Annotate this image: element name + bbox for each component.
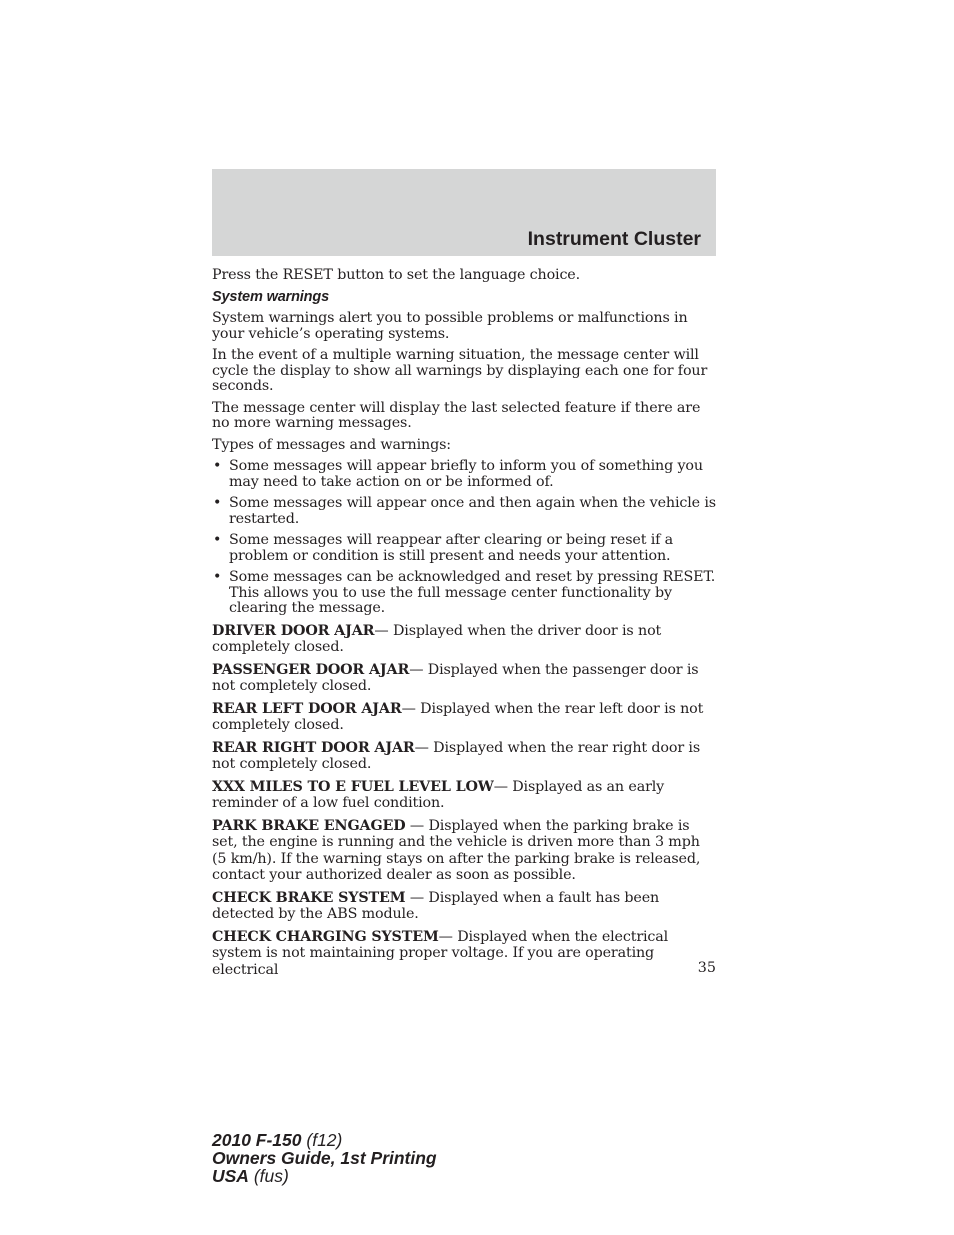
paragraph: System warnings alert you to possible problems or malfunctions in your vehicle’s operating systems. xyxy=(212,310,688,342)
message-entry xyxy=(212,779,717,812)
message-term: CHECK CHARGING SYSTEM xyxy=(212,928,439,945)
bullet-item: • Some messages will appear once and then again when the vehicle is restarted. xyxy=(213,495,716,527)
bullet-icon: • xyxy=(213,495,222,511)
message-term: REAR LEFT DOOR AJAR xyxy=(212,700,402,717)
message-entry xyxy=(212,701,717,734)
section-title: Instrument Cluster xyxy=(527,228,701,250)
footer-market-code: (fus) xyxy=(248,1166,289,1186)
message-term: REAR RIGHT DOOR AJAR xyxy=(212,739,415,756)
message-description: — Displayed when the electrical system is not maintaining proper voltage. If you are operating electrical xyxy=(212,928,669,978)
message-entry xyxy=(212,818,717,884)
message-entry xyxy=(212,890,717,923)
paragraph: In the event of a multiple warning situation, the message center will cycle the display to show all warnings by displaying each one for four seconds. xyxy=(212,347,708,394)
message-description: — Displayed when a fault has been detected by the ABS module. xyxy=(212,889,660,922)
message-description: — Displayed when the rear left door is not completely closed. xyxy=(212,700,704,733)
message-term: PARK BRAKE ENGAGED xyxy=(212,817,406,834)
message-entry xyxy=(212,662,717,695)
message-term: DRIVER DOOR AJAR xyxy=(212,622,375,639)
bullet-item: • Some messages will reappear after clearing or being reset if a problem or condition is still present and needs your attention. xyxy=(213,532,674,564)
footer-edition: Owners Guide, 1st Printing xyxy=(212,1148,437,1168)
message-entry xyxy=(212,740,717,773)
message-description: — Displayed when the driver door is not completely closed. xyxy=(212,622,662,655)
footer-market: USA xyxy=(212,1166,249,1186)
bullet-icon: • xyxy=(213,458,222,474)
footer-line xyxy=(212,1167,437,1185)
bullet-list xyxy=(212,459,717,617)
message-term: XXX MILES TO E FUEL LEVEL LOW xyxy=(212,778,494,795)
page-content xyxy=(212,268,717,984)
footer-code: (f12) xyxy=(301,1130,343,1150)
message-description: — Displayed when the rear right door is not completely closed. xyxy=(212,739,701,772)
subheading: System warnings xyxy=(212,288,330,305)
document-footer xyxy=(212,1131,437,1185)
message-entry xyxy=(212,929,717,979)
message-entry xyxy=(212,623,717,656)
section-header-band xyxy=(212,169,716,256)
paragraph: The message center will display the last selected feature if there are no more warning messages. xyxy=(212,399,701,431)
message-description: — Displayed when the parking brake is set, the engine is running and the vehicle is driven more than 3 mph (5 km/h). If the warning stays on after the parking brake is released, contact your authorized dealer as soon as possible. xyxy=(212,817,701,883)
bullet-icon: • xyxy=(213,532,222,548)
message-term: PASSENGER DOOR AJAR xyxy=(212,661,410,678)
footer-line xyxy=(212,1131,437,1149)
intro-paragraph: Press the RESET button to set the language choice. xyxy=(212,267,581,283)
bullet-icon: • xyxy=(213,569,222,585)
message-description: — Displayed as an early reminder of a low fuel condition. xyxy=(212,778,665,811)
page-number: 35 xyxy=(697,960,716,976)
paragraph: Types of messages and warnings: xyxy=(212,436,451,453)
message-term: CHECK BRAKE SYSTEM xyxy=(212,889,406,906)
bullet-item: • Some messages will appear briefly to inform you of something you may need to take action on or be informed of. xyxy=(213,458,703,490)
message-description: — Displayed when the passenger door is not completely closed. xyxy=(212,661,699,694)
footer-model: 2010 F-150 xyxy=(212,1130,302,1150)
bullet-item: • Some messages can be acknowledged and reset by pressing RESET. This allows you to use the full message center functionality by clearing the message. xyxy=(213,569,716,616)
